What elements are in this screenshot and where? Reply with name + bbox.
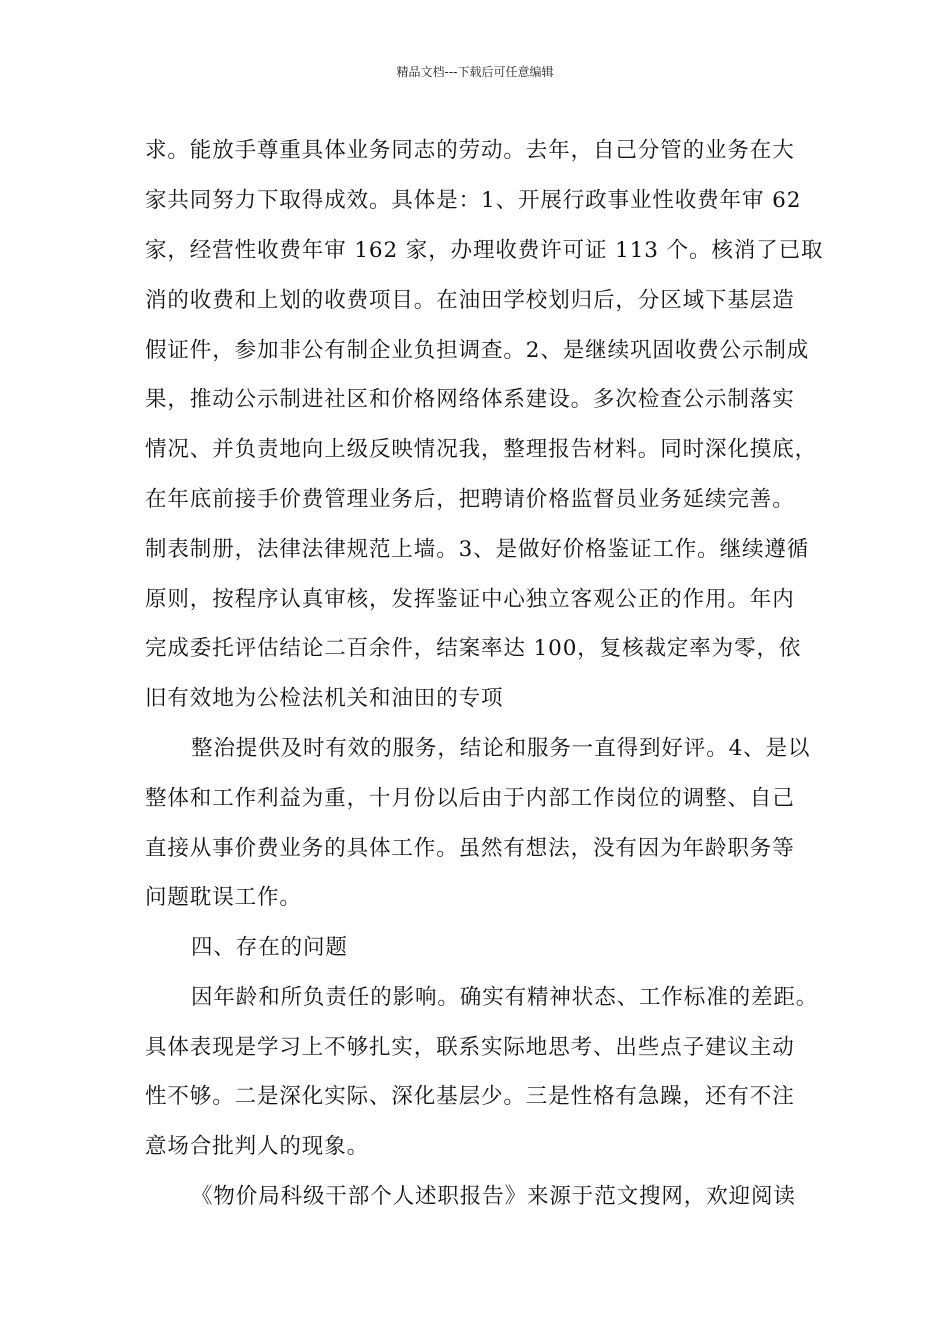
text-line: 原则，按程序认真审核，发挥鉴证中心独立客观公正的作用。年内 bbox=[145, 587, 795, 612]
section-heading: 四、存在的问题 bbox=[191, 935, 348, 960]
text-line: 制表制册，法律法律规范上墙。3、是做好价格鉴证工作。继续遵循 bbox=[145, 537, 810, 562]
text-line: 直接从事价费业务的具体工作。虽然有想法，没有因为年龄职务等 bbox=[145, 836, 795, 861]
text-line: 意场合批判人的现象。 bbox=[145, 1134, 370, 1159]
text-line: 家，经营性收费年审 162 家，办理收费许可证 113 个。核消了已取 bbox=[145, 238, 824, 263]
text-line: 果，推动公示制进社区和价格网络体系建设。多次检查公示制落实 bbox=[145, 387, 795, 412]
text-line: 具体表现是学习上不够扎实，联系实际地思考、出些点子建议主动 bbox=[145, 1035, 795, 1060]
text-line: 求。能放手尊重具体业务同志的劳动。去年，自己分管的业务在大 bbox=[145, 138, 795, 163]
page-header: 精品文档---下载后可任意编辑 bbox=[396, 65, 554, 79]
source-note: 《物价局科级干部个人述职报告》来源于范文搜网，欢迎阅读 bbox=[191, 1184, 796, 1209]
paragraph-first-line: 因年龄和所负责任的影响。确实有精神状态、工作标准的差距。 bbox=[191, 985, 819, 1010]
text-line: 完成委托评估结论二百余件，结案率达 100，复核裁定率为零，依 bbox=[145, 636, 802, 661]
text-line: 假证件，参加非公有制企业负担调查。2、是继续巩固收费公示制成 bbox=[145, 338, 810, 363]
text-line: 旧有效地为公检法机关和油田的专项 bbox=[145, 686, 504, 711]
text-line: 情况、并负责地向上级反映情况我，整理报告材料。同时深化摸底， bbox=[145, 437, 818, 462]
text-line: 整体和工作利益为重，十月份以后由于内部工作岗位的调整、自己 bbox=[145, 786, 795, 811]
text-line: 在年底前接手价费管理业务后，把聘请价格监督员业务延续完善。 bbox=[145, 487, 795, 512]
text-line: 问题耽误工作。 bbox=[145, 885, 302, 910]
text-line: 性不够。二是深化实际、深化基层少。三是性格有急躁，还有不注 bbox=[145, 1084, 795, 1109]
text-line: 家共同努力下取得成效。具体是：1、开展行政事业性收费年审 62 bbox=[145, 188, 802, 213]
text-line: 消的收费和上划的收费项目。在油田学校划归后，分区域下基层造 bbox=[145, 288, 795, 313]
paragraph-first-line: 整治提供及时有效的服务，结论和服务一直得到好评。4、是以 bbox=[191, 736, 811, 761]
